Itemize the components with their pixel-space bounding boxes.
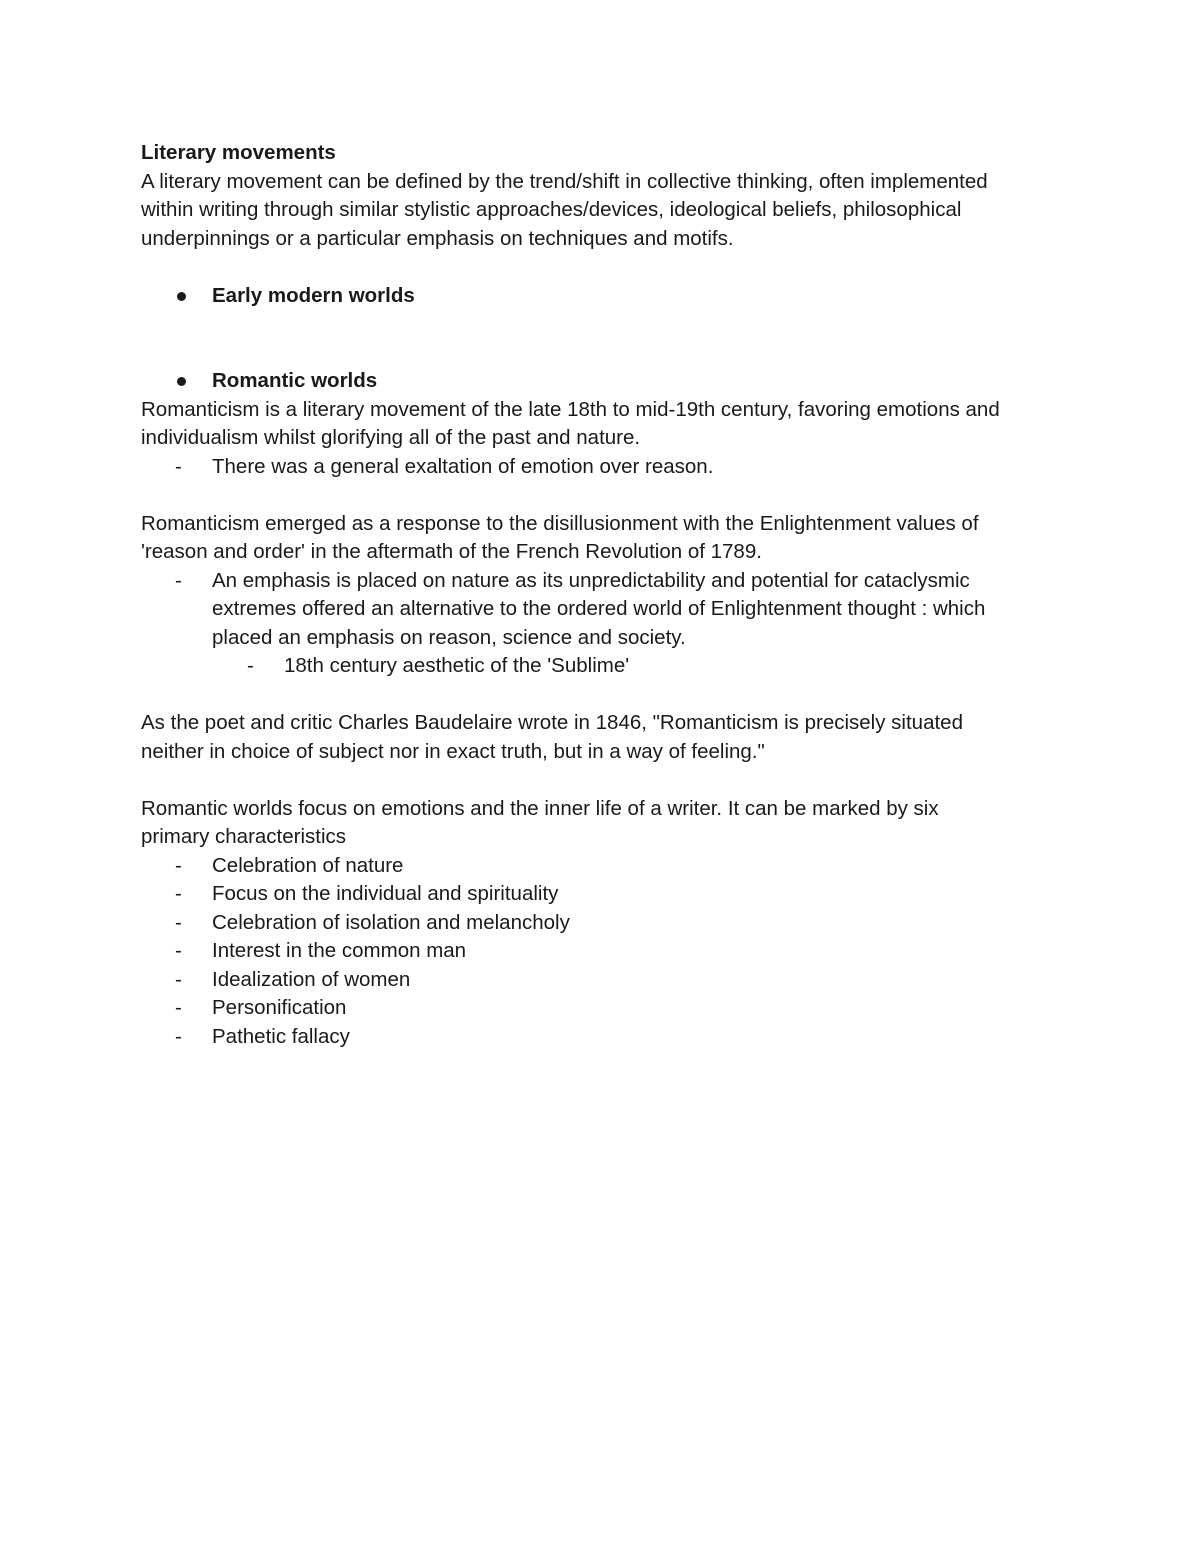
nature-emphasis-line-3: placed an emphasis on reason, science and society. <box>212 625 686 649</box>
characteristic-item <box>141 966 1071 995</box>
intro-line-1: A literary movement can be defined by the trend/shift in collective thinking, often implemented <box>141 169 988 193</box>
document-page <box>141 139 1071 1051</box>
dash-item-text: An emphasis is placed on nature as its unpredictability and potential for cataclysmic <box>212 568 970 592</box>
bullet-label-early-modern: Early modern worlds <box>212 283 415 307</box>
characteristic-text: Celebration of nature <box>212 853 404 877</box>
dash-icon: - <box>175 910 182 934</box>
dash-icon: - <box>175 1024 182 1048</box>
focus-line-1: Romantic worlds focus on emotions and the inner life of a writer. It can be marked by six <box>141 796 939 820</box>
baudelaire-line-1: As the poet and critic Charles Baudelaire wrote in 1846, "Romanticism is precisely situated <box>141 711 963 734</box>
characteristic-item <box>141 852 1071 881</box>
spacer <box>141 253 1071 282</box>
bullet-dot-icon <box>177 292 186 301</box>
emerged-line-2: 'reason and order' in the aftermath of the French Revolution of 1789. <box>141 540 762 563</box>
dash-item-sublime <box>141 652 1071 681</box>
dash-icon: - <box>175 568 182 592</box>
bullet-dot-icon <box>177 377 186 386</box>
dash-item-text: 18th century aesthetic of the 'Sublime' <box>284 654 630 677</box>
characteristic-item <box>141 909 1071 938</box>
dash-item-nature-emphasis <box>141 567 1071 596</box>
page-title: Literary movements <box>141 141 336 164</box>
dash-icon: - <box>247 654 254 677</box>
spacer <box>141 681 1071 710</box>
intro-line-2: within writing through similar stylistic approaches/devices, ideological beliefs, philosophical <box>141 198 962 221</box>
spacer <box>141 310 1071 339</box>
spacer <box>141 766 1071 795</box>
characteristic-text: Focus on the individual and spirituality <box>212 882 559 905</box>
characteristic-text: Pathetic fallacy <box>212 1024 350 1048</box>
characteristic-text: Idealization of women <box>212 967 411 991</box>
intro-line-3: underpinnings or a particular emphasis on techniques and motifs. <box>141 226 734 250</box>
spacer <box>141 481 1071 510</box>
dash-icon: - <box>175 853 182 877</box>
characteristic-item <box>141 1023 1071 1052</box>
characteristic-item <box>141 880 1071 909</box>
spacer <box>141 339 1071 368</box>
focus-line-2: primary characteristics <box>141 825 347 848</box>
dash-icon: - <box>175 967 182 991</box>
emerged-line-1: Romanticism emerged as a response to the disillusionment with the Enlightenment values of <box>141 511 979 535</box>
nature-emphasis-line-2: extremes offered an alternative to the ordered world of Enlightenment thought : which <box>212 597 986 620</box>
romanticism-def-line-1: Romanticism is a literary movement of the late 18th to mid-19th century, favoring emotions and <box>141 397 1000 421</box>
characteristic-text: Interest in the common man <box>212 939 467 962</box>
dash-icon: - <box>175 996 182 1019</box>
dash-icon: - <box>175 882 182 905</box>
dash-item-text: There was a general exaltation of emotion over reason. <box>212 454 714 478</box>
bullet-early-modern <box>141 282 1071 311</box>
dash-item-exaltation <box>141 453 1071 482</box>
characteristic-text: Personification <box>212 996 347 1019</box>
dash-icon: - <box>175 939 182 962</box>
characteristic-item <box>141 937 1071 966</box>
characteristic-text: Celebration of isolation and melancholy <box>212 910 570 934</box>
dash-icon: - <box>175 454 182 478</box>
baudelaire-line-2: neither in choice of subject nor in exact truth, but in a way of feeling." <box>141 739 765 763</box>
romanticism-def-line-2: individualism whilst glorifying all of the past and nature. <box>141 426 641 449</box>
bullet-romantic <box>141 367 1071 396</box>
bullet-label-romantic: Romantic worlds <box>212 369 378 392</box>
characteristic-item <box>141 994 1071 1023</box>
